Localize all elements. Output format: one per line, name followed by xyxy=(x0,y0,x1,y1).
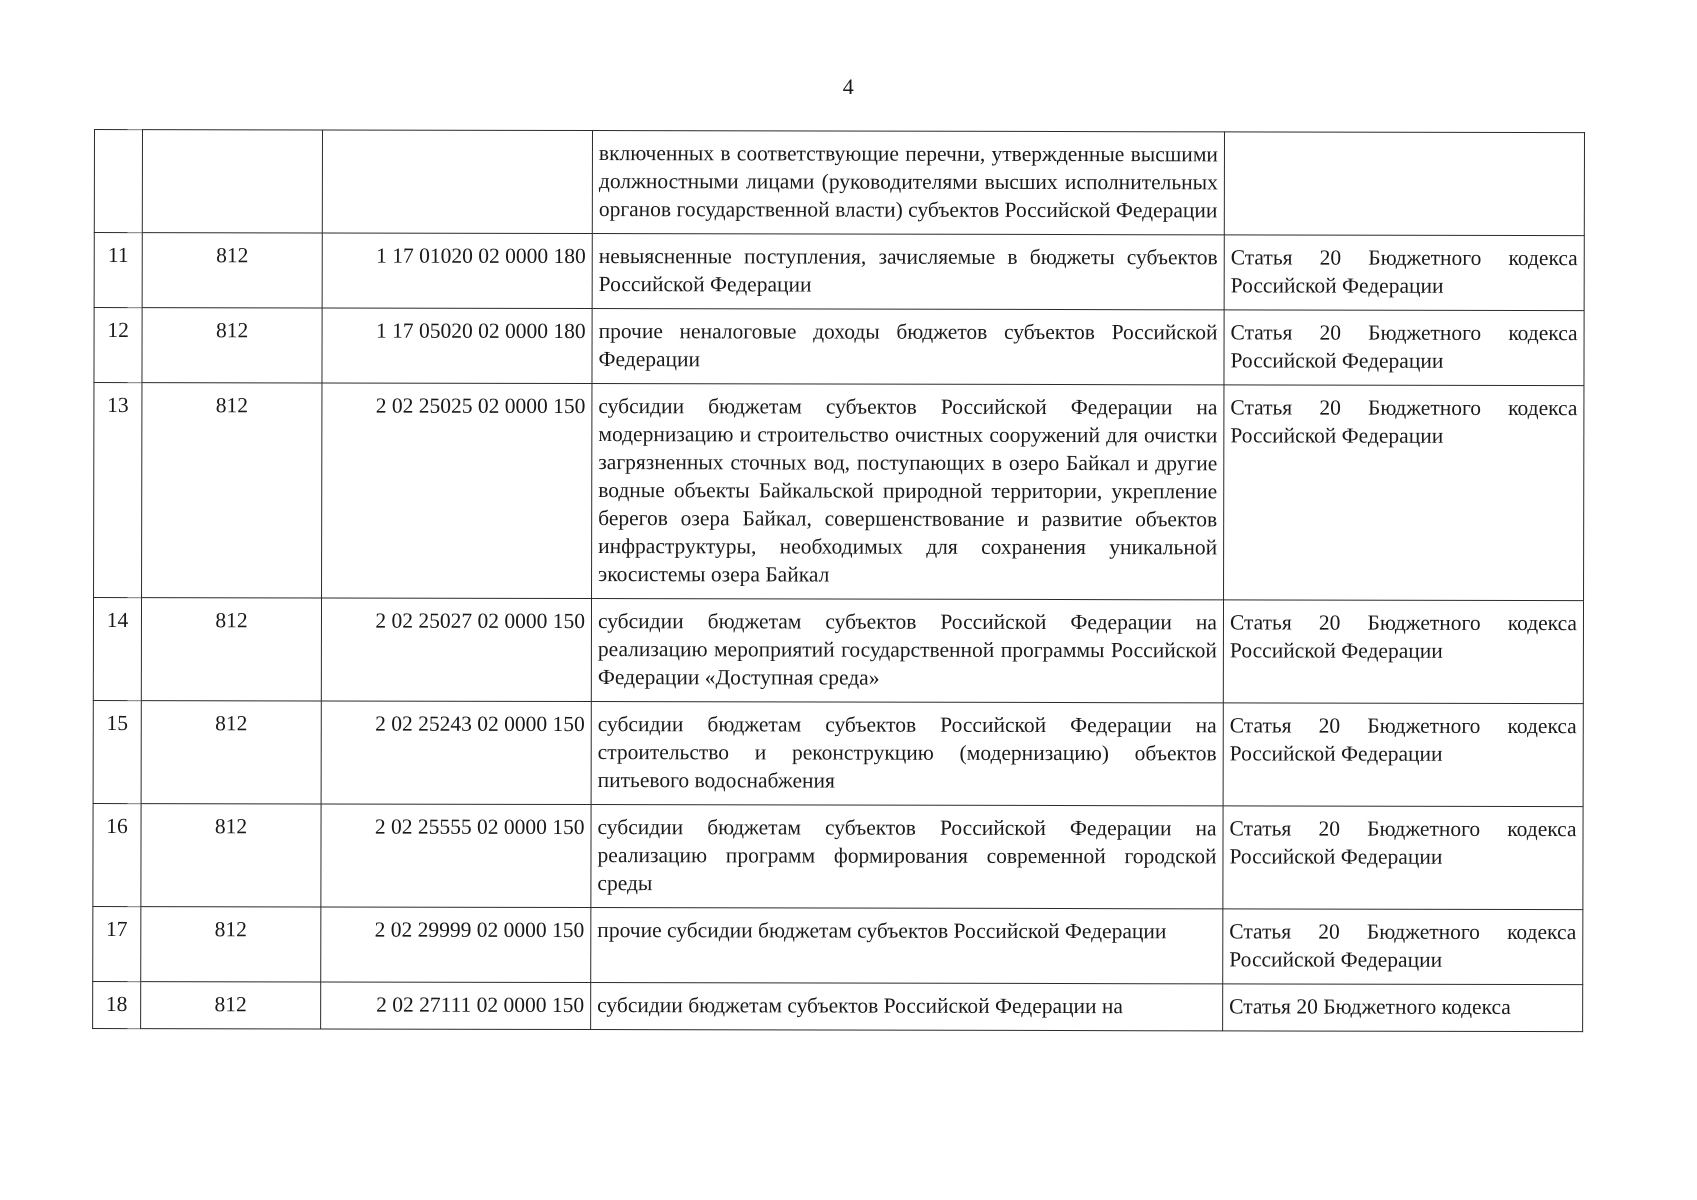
table-row xyxy=(94,130,1584,236)
budget-classification-code: 2 02 25243 02 0000 150 xyxy=(321,701,591,805)
legal-basis: Статья 20 Бюджетного кодекса Российской Федерации xyxy=(1223,909,1583,985)
row-number: 12 xyxy=(94,308,142,383)
administrator-code: 812 xyxy=(142,308,322,383)
revenue-name: субсидии бюджетам субъектов Российской Федерации на xyxy=(591,983,1223,1031)
revenue-sources-table xyxy=(92,129,1585,1032)
row-number: 16 xyxy=(93,803,141,906)
table-row xyxy=(94,308,1584,386)
table-row xyxy=(93,906,1583,984)
revenue-name: прочие неналоговые доходы бюджетов субъектов Российской Федерации xyxy=(592,309,1224,385)
row-number: 14 xyxy=(93,598,141,701)
legal-basis xyxy=(1224,132,1584,236)
revenue-name: прочие субсидии бюджетам субъектов Российской Федерации xyxy=(591,908,1223,984)
table-row xyxy=(93,598,1583,704)
budget-classification-code: 2 02 27111 02 0000 150 xyxy=(321,982,591,1030)
administrator-code xyxy=(142,130,322,233)
revenue-name: субсидии бюджетам субъектов Российской Федерации на строительство и реконструкцию (модернизацию) объектов питьевого водоснабжения xyxy=(591,702,1223,806)
table-row xyxy=(94,233,1584,311)
budget-classification-code: 1 17 01020 02 0000 180 xyxy=(322,233,592,309)
legal-basis: Статья 20 Бюджетного кодекса Российской Федерации xyxy=(1224,385,1584,601)
row-number: 18 xyxy=(93,981,141,1028)
revenue-name: субсидии бюджетам субъектов Российской Федерации на реализацию мероприятий государственной программы Российской Федерации «Доступная среда» xyxy=(591,599,1223,703)
page-number: 4 xyxy=(842,74,855,99)
row-number: 17 xyxy=(93,906,141,981)
table-row xyxy=(94,383,1584,601)
row-number xyxy=(94,130,142,233)
administrator-code: 812 xyxy=(141,804,321,907)
table-row xyxy=(93,700,1583,806)
table-row xyxy=(93,981,1583,1031)
budget-classification-code: 2 02 25025 02 0000 150 xyxy=(322,383,592,599)
administrator-code: 812 xyxy=(142,383,322,598)
administrator-code: 812 xyxy=(141,701,321,804)
revenue-name: субсидии бюджетам субъектов Российской Федерации на модернизацию и строительство очистных сооружений для очистки загрязненных сточных вод, поступающих в озеро Байкал и другие водные объекты Байкальской природной территории, укрепление берегов озера Байкал, совершенствование и развитие объектов инфраструктуры, необходимых для сохранения уникальной экосистемы озера Байкал xyxy=(592,384,1224,600)
administrator-code: 812 xyxy=(141,907,321,982)
budget-classification-code: 2 02 25555 02 0000 150 xyxy=(321,804,591,908)
administrator-code: 812 xyxy=(141,982,321,1029)
legal-basis: Статья 20 Бюджетного кодекса Российской Федерации xyxy=(1223,703,1583,807)
budget-classification-code: 1 17 05020 02 0000 180 xyxy=(322,308,592,384)
row-number: 13 xyxy=(94,383,142,598)
row-number: 11 xyxy=(94,233,142,308)
budget-classification-code xyxy=(322,130,592,234)
administrator-code: 812 xyxy=(142,233,322,308)
legal-basis: Статья 20 Бюджетного кодекса Российской Федерации xyxy=(1224,235,1584,311)
legal-basis: Статья 20 Бюджетного кодекса Российской Федерации xyxy=(1223,600,1583,704)
budget-classification-code: 2 02 29999 02 0000 150 xyxy=(321,907,591,983)
administrator-code: 812 xyxy=(141,598,321,701)
revenue-name: субсидии бюджетам субъектов Российской Федерации на реализацию программ формирования современной городской среды xyxy=(591,805,1223,909)
legal-basis: Статья 20 Бюджетного кодекса Российской Федерации xyxy=(1223,806,1583,910)
budget-classification-code: 2 02 25027 02 0000 150 xyxy=(321,598,591,702)
legal-basis: Статья 20 Бюджетного кодекса Российской Федерации xyxy=(1224,310,1584,386)
revenue-name: невыясненные поступления, зачисляемые в бюджеты субъектов Российской Федерации xyxy=(592,234,1224,310)
row-number: 15 xyxy=(93,700,141,803)
legal-basis: Статья 20 Бюджетного кодекса xyxy=(1223,984,1583,1032)
revenue-name: включенных в соответствующие перечни, утвержденные высшими должностными лицами (руководителями высших исполнительных органов государственной власти) субъектов Российской Федерации xyxy=(592,131,1224,235)
table-row xyxy=(93,803,1583,909)
